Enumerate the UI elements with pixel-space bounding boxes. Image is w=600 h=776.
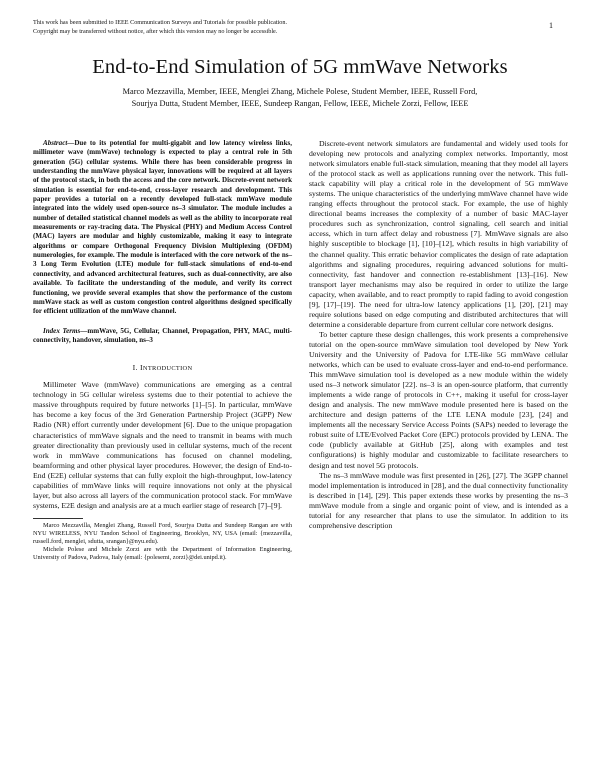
body-paragraph-2: To better capture these design challenges, this work presents a comprehensive tutorial on the open-source mmWave simulation tool developed by New York University and the University of Padova for LTE-like 5G mmWave cellular networks, which can be used to evaluate cross-layer and end-to-end performance. This mmWave simulation tool is developed as a new module within the widely used ns–3 network simulator [22]. ns–3 is an open-source platform, that currently implements a wide range of protocols in C++, making it useful for cross-layer design and analysis. The new mmWave module presented here is based on the architecture and design patterns of the LTE LENA module [23], [24] and implements all the necessary Service Access Points (SAPs) needed to leverage the robust suite of LTE/Evolved Packet Core (EPC) protocols provided by LENA. The code (publicly available at GitHub [25], along with examples and test configurations) is highly modular and customizable to facilitate researchers to design and test novel 5G protocols. [309,329,568,470]
submission-notice-line1: This work has been submitted to IEEE Communication Surveys and Tutorials for possible publication. [33,19,288,26]
author-line-2: Sourjya Dutta, Student Member, IEEE, Sundeep Rangan, Fellow, IEEE, Michele Zorzi, Fellow, IEEE [131,98,469,108]
left-column [33,139,292,562]
footnote-divider [33,518,83,519]
abstract-text: —Due to its potential for multi-gigabit and low latency wireless links, millimeter wave (mmWave) technology is expected to play a central role in 5th generation (5G) cellular systems. While there has been considerable progress in understanding the mmWave physical layer, innovations will be required at all layers of the protocol stack, in both the access and the core network. Discrete-event network simulation is essential for end-to-end, cross-layer research and development. This paper provides a tutorial on a recently developed full-stack mmWave module integrated into the widely used open-source ns–3 simulator. The module includes a number of detailed statistical channel models as well as the ability to incorporate real measurements or ray-tracing data. The Physical (PHY) and Medium Access Control (MAC) layers are modular and highly customizable, making it easy to integrate algorithms or compare Orthogonal Frequency Division Multiplexing (OFDM) numerologies, for example. The module is interfaced with the core network of the ns–3 Long Term Evolution (LTE) module for full-stack simulations of end-to-end connectivity, and advanced architectural features, such as dual-connectivity, are also available. To facilitate the understanding of the module, and verify its correct functioning, we provide several examples that show the performance of the custom mmWave stack as well as custom congestion control algorithms designed specifically for efficient utilization of the mmWave channel. [33,139,292,316]
intro-paragraph: Millimeter Wave (mmWave) communications are emerging as a central technology in 5G cellular wireless systems due to their potential to achieve the massive throughputs required by future networks [1]–[5]. In particular, mmWave has become a key focus of the 3rd Generation Partnership Project (3GPP) New Radio (NR) effort currently under development [6]. Due to the unique propagation characteristics of mmWave signals and the need to transmit in beams with much greater directionality than previously used in cellular systems, much of the recent work in mmWave communications has focused on channel modeling, beamforming and other physical layer procedures. However, the design of End-to-End (E2E) cellular systems that can fully exploit the high-throughput, low-latency capabilities of mmWave links will require innovations not only at the physical layer, but also across all layers of the communication protocol stack. For mmWave systems, E2E design and analysis are at a much earlier stage of research [7]–[9]. [33,380,292,510]
index-terms-text: —mmWave, 5G, Cellular, Channel, Propagation, PHY, MAC, multi-connectivity, handover, simulation, ns–3 [33,326,292,344]
body-paragraph-3: The ns–3 mmWave module was first presented in [26], [27]. The 3GPP channel model implementation is introduced in [28], and the dual connectivity functionality is described in [14], [29]. This paper extends these works by presenting the ns–3 mmWave module from a single and organic point of view, and is intended as a tutorial for any researcher that plans to use the simulator. In addition to its comprehensive description [309,470,568,530]
index-terms-label: Index Terms [43,326,81,335]
page-number: 1 [549,21,553,30]
section-numeral: I. I [132,363,143,373]
author-line-1: Marco Mezzavilla, Member, IEEE, Menglei Zhang, Michele Polese, Student Member, IEEE, Russell Ford, [122,87,478,96]
submission-notice [33,18,287,36]
section-heading-introduction [33,363,292,374]
right-column [309,139,568,531]
section-title: NTRODUCTION [142,365,193,373]
footnote-affiliation-nyu: Marco Mezzavilla, Menglei Zhang, Russell Ford, Sourjya Dutta and Sundeep Rangan are with NYU WIRELESS, NYU Tandon School of Engineering, Brooklyn, NY, USA (email: {mezzavilla, russell.ford, menglei, sdutta, srangan}@nyu.edu). [33,521,292,546]
abstract [33,139,292,317]
footnote-affiliation-padova: Michele Polese and Michele Zorzi are with the Department of Information Engineering, University of Padova, Padova, Italy (email: {polesemi, zorzi}@dei.unipd.it). [33,546,292,562]
body-paragraph-1: Discrete-event network simulators are fundamental and widely used tools for developing new protocols and analyzing complex networks. Importantly, most network simulators enable full-stack simulation, meaning that they model all layers of the protocol stack as well as applications running over the network. This full-stack capability will play a critical role in the development of 5G mmWave systems. The unique characteristics of the underlying mmWave channel have wide ranging effects throughout the protocol stack. For example, the use of highly directional beams increases the complexity of a number of basic MAC-layer procedures such as synchronization, control signaling, cell search and initial access, which in turn affect delay and robustness [7]. MmWave signals are also highly susceptible to blockage [1], [10]–[12], which results in high variability of the channel quality. This erratic behavior complicates the design of rate adaptation algorithms and signaling procedures, requiring advanced solutions for multi-connectivity, fast handover and connection re-establishment [13]–[16]. New transport layer mechanisms may also be required in order to utilize the large capacity, when available, and to react promptly to rapid fading to avoid congestion [9], [17]–[19]. The need for ultra-low latency applications [1], [20], [21] may require solutions based on edge computing and distributed architectures that will determine a considerable departure from current cellular core network designs. [309,139,568,329]
paper-title: End-to-End Simulation of 5G mmWave Networks [92,56,508,78]
abstract-label: Abstract [43,139,68,147]
author-list [60,86,540,109]
submission-notice-line2: Copyright may be transferred without notice, after which this version may no longer be accessible. [33,28,278,35]
index-terms [33,327,292,346]
